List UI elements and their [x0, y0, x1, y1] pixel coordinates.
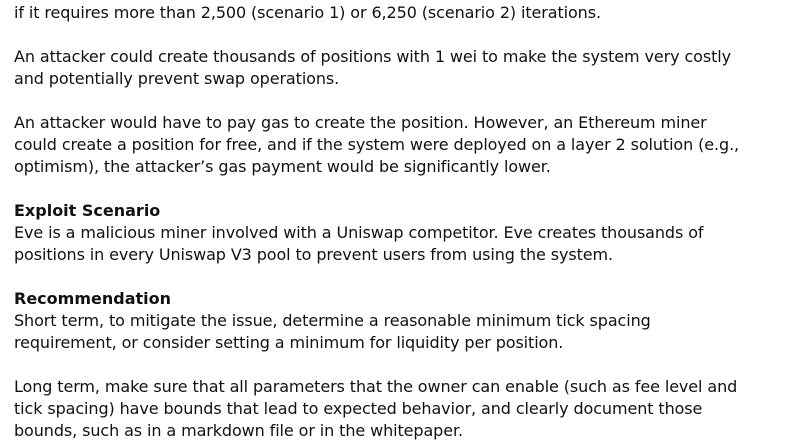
exploit-line: Eve is a malicious miner involved with a Uniswap competitor. Eve creates thousands of	[14, 223, 704, 242]
gas-line: An attacker would have to pay gas to create the position. However, an Ethereum miner	[14, 113, 707, 132]
gas-line: could create a position for free, and if the system were deployed on a layer 2 solution (e.g.,	[14, 135, 740, 154]
short-term-line: requirement, or consider setting a minimum for liquidity per position.	[14, 333, 564, 352]
exploit-scenario-heading: Exploit Scenario	[14, 201, 161, 220]
attack-line: An attacker could create thousands of positions with 1 wei to make the system very costly	[14, 47, 731, 66]
long-term-line: Long term, make sure that all parameters that the owner can enable (such as fee level and	[14, 377, 738, 396]
short-term-line: Short term, to mitigate the issue, determine a reasonable minimum tick spacing	[14, 311, 651, 330]
gas-line: optimism), the attacker’s gas payment would be significantly lower.	[14, 157, 551, 176]
paragraph-gap	[14, 178, 800, 200]
paragraph-gap	[14, 24, 800, 46]
document-body	[14, 0, 800, 442]
intro-line: if it requires more than 2,500 (scenario 1) or 6,250 (scenario 2) iterations.	[14, 3, 601, 22]
paragraph-gap	[14, 90, 800, 112]
long-term-line: tick spacing) have bounds that lead to expected behavior, and clearly document those	[14, 399, 703, 418]
exploit-line: positions in every Uniswap V3 pool to prevent users from using the system.	[14, 245, 614, 264]
paragraph-gap	[14, 354, 800, 376]
long-term-line: bounds, such as in a markdown file or in the whitepaper.	[14, 421, 463, 440]
attack-line: and potentially prevent swap operations.	[14, 69, 340, 88]
recommendation-heading: Recommendation	[14, 289, 171, 308]
paragraph-gap	[14, 266, 800, 288]
